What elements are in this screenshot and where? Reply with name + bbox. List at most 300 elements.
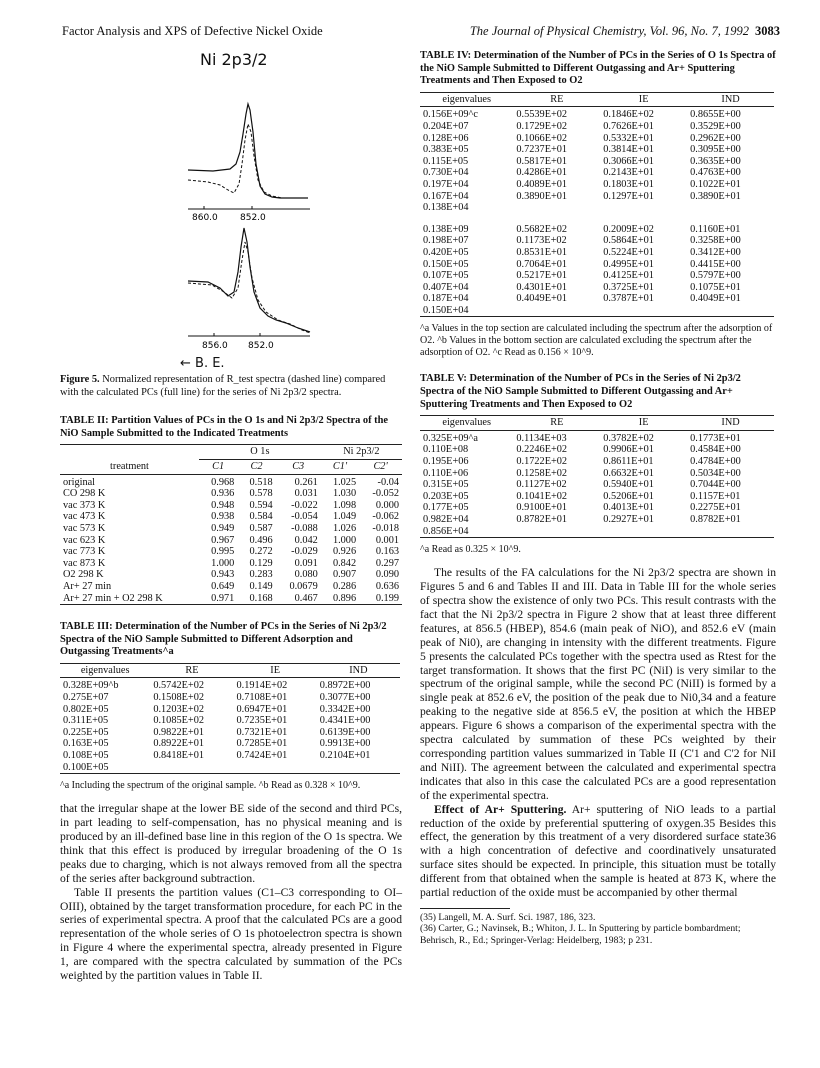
table-4-body <box>420 107 774 317</box>
table-5-row <box>420 514 774 526</box>
table-cell: 0.4784E+00 <box>690 456 741 468</box>
table-4-row <box>420 107 774 121</box>
table-cell: 0.6947E+01 <box>236 703 288 715</box>
table-cell: 0.7626E+01 <box>603 120 654 132</box>
table-cell: 0.995 <box>211 546 235 558</box>
table-cell: 0.3066E+01 <box>603 155 654 167</box>
bottom-panel-rtest-curve <box>188 242 310 333</box>
table-4-row <box>420 270 774 282</box>
table-2-group-ni: Ni 2p3/2 <box>321 445 402 460</box>
table-cell: 0.2009E+02 <box>603 223 654 235</box>
table-cell: 0.4341E+00 <box>319 715 371 727</box>
table-2-header: C2 <box>250 460 263 472</box>
table-cell: 0.100E+05 <box>63 761 109 773</box>
table-cell: 0.129 <box>249 557 273 569</box>
table-cell: 0.926 <box>332 546 357 558</box>
table-cell: 0.163E+05 <box>63 738 109 750</box>
table-cell: 0.4049E+01 <box>516 293 568 305</box>
table-5-header: IE <box>638 417 649 429</box>
table-cell: 0.1803E+01 <box>603 178 654 190</box>
table-cell: 0.3890E+01 <box>516 190 568 202</box>
table-5-header: RE <box>550 417 564 429</box>
table-cell: 0.1075E+01 <box>690 281 741 293</box>
table-cell: 0.8611E+01 <box>603 456 654 468</box>
table-4-row <box>420 202 774 214</box>
table-2-row <box>60 488 402 500</box>
table-cell: 0.1508E+02 <box>153 692 205 704</box>
table-cell: 0.907 <box>332 569 357 581</box>
table-5-caption: TABLE V: Determination of the Number of PCs in the Series of Ni 2p3/2 Spectra of the NiO Sample Submitted to Different Outgassing and Ar+ Sputtering Treatments and Then Exposed to O2 <box>420 373 741 410</box>
table-2-row <box>60 474 402 488</box>
figure-title: Ni 2p3/2 <box>200 50 268 69</box>
table-cell: 0.325E+09^a <box>423 432 478 444</box>
table-2-header: C2' <box>373 460 388 472</box>
table-cell: 0.4049E+01 <box>690 293 741 305</box>
section-heading: Effect of Ar+ Sputtering. <box>434 802 567 816</box>
table-cell: -0.04 <box>377 476 399 488</box>
table-cell: 0.4013E+01 <box>603 502 654 514</box>
table-cell: 0.3412E+00 <box>690 246 741 258</box>
table-cell: 0.4415E+00 <box>690 258 741 270</box>
table-cell: 0.936 <box>211 488 235 500</box>
table-cell: 0.150E+05 <box>423 258 469 270</box>
table-3-row <box>60 762 400 774</box>
table-cell: 0.168 <box>249 592 273 604</box>
table-cell: 0.275E+07 <box>63 692 109 704</box>
right-paragraph-2 <box>420 803 776 900</box>
table-cell: 0.587 <box>249 522 273 534</box>
table-cell: 0.4301E+01 <box>516 281 568 293</box>
table-3-header: RE <box>185 664 199 676</box>
top-tick-label-left: 860.0 <box>192 213 218 223</box>
table-cell: Ar+ 27 min <box>63 580 112 592</box>
table-5-row <box>420 479 774 491</box>
left-paragraph-2: Table II presents the partition values (C1–C3 corresponding to OI–OIII), obtained by the target transformation procedure, for each PC in the series of experimental spectra. A proof that the calculated PCs are a good representation of the whole series of O 1s photoelectron spectra is shown in Figure 4 where the experimental spectra, already presented in Figure 1, are compared with the spectra calculated by summation of the PCs weighted by the partition values in Table II. <box>60 885 402 983</box>
table-4 <box>420 92 774 318</box>
table-cell: 0.636 <box>375 580 399 592</box>
table-cell: 0.949 <box>211 522 235 534</box>
table-cell: 0.3258E+00 <box>690 235 741 247</box>
table-cell: 0.9822E+01 <box>153 726 205 738</box>
binding-energy-label: ← B. E. <box>180 356 225 371</box>
table-3-row <box>60 738 400 750</box>
table-cell: 1.049 <box>332 511 357 523</box>
table-cell: 0.315E+05 <box>423 479 469 491</box>
table-cell: 0.5797E+00 <box>690 270 741 282</box>
table-cell: 0.496 <box>249 534 273 546</box>
table-cell: 0.150E+04 <box>423 304 469 316</box>
table-5-row <box>420 444 774 456</box>
table-cell: 1.000 <box>332 534 357 546</box>
table-5-footnote: ^a Read as 0.325 × 10^9. <box>420 544 521 556</box>
table-cell: original <box>63 476 96 488</box>
table-cell: 0.3787E+01 <box>603 293 654 305</box>
table-cell: 0.3890E+01 <box>690 190 741 202</box>
table-3-row <box>60 704 400 716</box>
table-4-section-gap <box>420 214 774 222</box>
table-4-row <box>420 179 774 191</box>
table-cell: 0.138E+09 <box>423 223 469 235</box>
table-cell: 0.4584E+00 <box>690 444 741 456</box>
table-5-row <box>420 430 774 444</box>
table-cell: 0.5864E+01 <box>603 235 654 247</box>
table-cell: 0.8531E+01 <box>516 246 568 258</box>
table-cell: 0.4286E+01 <box>516 167 568 179</box>
table-cell: 0.8922E+01 <box>153 738 205 750</box>
running-header-left: Factor Analysis and XPS of Defective Nickel Oxide <box>62 24 323 38</box>
table-cell: 0.1729E+02 <box>516 120 568 132</box>
table-cell: 0.225E+05 <box>63 726 109 738</box>
table-cell: 0.9913E+00 <box>319 738 371 750</box>
table-cell: 0.7237E+01 <box>516 144 568 156</box>
table-cell: vac 773 K <box>63 546 106 558</box>
table-cell: 0.5332E+01 <box>603 132 654 144</box>
figure-5-caption-label: Figure 5. <box>60 374 100 385</box>
table-cell: 0.3342E+00 <box>319 703 371 715</box>
table-cell: 0.1258E+02 <box>516 467 568 479</box>
table-cell: CO 298 K <box>63 488 106 500</box>
table-cell: 0.2104E+01 <box>319 750 371 762</box>
table-5-row <box>420 468 774 480</box>
table-2-header: C1 <box>212 460 225 472</box>
table-cell: 0.2962E+00 <box>690 132 741 144</box>
table-cell: 0.4763E+00 <box>690 167 741 179</box>
table-cell: 0.7235E+01 <box>236 715 288 727</box>
table-cell: 0.272 <box>249 546 273 558</box>
table-cell: 0.080 <box>294 569 318 581</box>
table-4-row <box>420 121 774 133</box>
right-column <box>420 50 776 946</box>
table-cell: 0.187E+04 <box>423 293 469 305</box>
table-cell: 0.3725E+01 <box>603 281 654 293</box>
table-cell: 0.1022E+01 <box>690 178 741 190</box>
footnote-rule <box>420 908 510 909</box>
table-3-row <box>60 727 400 739</box>
table-5 <box>420 415 774 538</box>
table-cell: 0.518 <box>249 476 273 488</box>
table-cell: 0.6139E+00 <box>319 726 371 738</box>
table-cell: 0.8972E+00 <box>319 680 371 692</box>
table-cell: 0.110E+08 <box>423 444 469 456</box>
table-2-header: C3 <box>292 460 305 472</box>
bottom-tick-label-left: 856.0 <box>202 341 228 351</box>
table-cell: 0.1722E+02 <box>516 456 568 468</box>
table-cell <box>234 762 317 774</box>
table-cell: 0.7044E+00 <box>690 479 741 491</box>
table-cell: 1.000 <box>211 557 235 569</box>
table-cell: 0.8655E+00 <box>690 109 741 121</box>
table-cell: 0.090 <box>375 569 399 581</box>
table-cell: 0.7064E+01 <box>516 258 568 270</box>
table-5-header: IND <box>721 417 740 429</box>
bottom-tick-label-right: 852.0 <box>248 341 274 351</box>
table-cell: 0.1134E+03 <box>516 432 567 444</box>
table-cell: 0.042 <box>294 534 318 546</box>
table-cell: 0.1160E+01 <box>690 223 741 235</box>
table-cell: 0.1157E+01 <box>690 490 741 502</box>
table-cell: 0.1914E+02 <box>236 680 288 692</box>
table-cell <box>513 526 600 538</box>
table-2-row <box>60 581 402 593</box>
table-cell <box>513 202 600 214</box>
table-2-row <box>60 535 402 547</box>
table-cell: 0.3077E+00 <box>319 692 371 704</box>
table-cell: 0.5817E+01 <box>516 155 568 167</box>
table-cell: 0.467 <box>294 592 318 604</box>
table-cell: 0.407E+04 <box>423 281 469 293</box>
table-2-row <box>60 500 402 512</box>
table-cell: 0.297 <box>375 557 399 569</box>
table-cell: 0.198E+07 <box>423 235 469 247</box>
table-4-row <box>420 235 774 247</box>
table-4-row <box>420 247 774 259</box>
table-cell: vac 873 K <box>63 557 106 569</box>
table-cell: -0.052 <box>372 488 399 500</box>
table-cell: 0.5682E+02 <box>516 223 568 235</box>
table-cell: 0.3095E+00 <box>690 144 741 156</box>
table-4-row <box>420 167 774 179</box>
table-3-header: IE <box>270 664 280 676</box>
table-3-row <box>60 692 400 704</box>
table-cell: 0.9906E+01 <box>603 444 654 456</box>
top-panel-rtest-curve <box>188 124 308 198</box>
table-cell: 0.578 <box>249 488 273 500</box>
table-cell: 0.156E+09^c <box>423 109 478 121</box>
table-cell <box>150 762 233 774</box>
table-3-header: eigenvalues <box>80 664 130 676</box>
table-cell: 0.1041E+02 <box>516 490 568 502</box>
page-number: 3083 <box>755 24 780 38</box>
table-cell: 0.948 <box>211 499 235 511</box>
table-cell: 0.5539E+02 <box>516 109 568 121</box>
table-cell: vac 573 K <box>63 522 106 534</box>
table-cell: 0.195E+06 <box>423 456 469 468</box>
table-cell: 0.1066E+02 <box>516 132 568 144</box>
table-cell: -0.062 <box>372 511 399 523</box>
table-cell: 0.2143E+01 <box>603 167 654 179</box>
table-2-body <box>60 474 402 605</box>
table-3-row <box>60 678 400 692</box>
table-cell: 0.967 <box>211 534 235 546</box>
table-5-header: eigenvalues <box>442 417 491 429</box>
table-5-row <box>420 526 774 538</box>
table-cell: 0.4995E+01 <box>603 258 654 270</box>
table-cell: vac 373 K <box>63 499 106 511</box>
table-cell: 0.730E+04 <box>423 167 469 179</box>
table-4-header: IE <box>638 93 649 105</box>
top-panel-pc-curve <box>188 104 308 198</box>
table-cell <box>600 305 687 317</box>
table-3-footnote: ^a Including the spectrum of the original sample. ^b Read as 0.328 × 10^9. <box>60 780 361 792</box>
table-cell: 0.167E+04 <box>423 190 469 202</box>
table-cell <box>687 305 774 317</box>
table-cell: 0.1127E+02 <box>516 479 567 491</box>
left-paragraph-1: that the irregular shape at the lower BE side of the second and third PCs, in part leading to self-compensation, has no physical meaning and is produced by an ill-defined base line in this region of the O 1s spectra. We think that this effect is produced by irregular broadening of the O 1s peaks due to charging, which is not always removed from all the spectra of the series after background subtraction. <box>60 802 402 885</box>
table-cell: vac 473 K <box>63 511 106 523</box>
table-cell: 0.8418E+01 <box>153 750 205 762</box>
table-cell: Ar+ 27 min + O2 298 K <box>63 592 163 604</box>
table-cell: 0.5206E+01 <box>603 490 654 502</box>
table-cell: 0.4089E+01 <box>516 178 568 190</box>
table-cell: 0.1846E+02 <box>603 109 654 121</box>
table-cell: 0.9100E+01 <box>516 502 568 514</box>
table-cell: 0.000 <box>375 499 399 511</box>
table-cell: 0.1173E+02 <box>516 235 567 247</box>
table-cell: 0.7424E+01 <box>236 750 288 762</box>
table-cell: 1.030 <box>332 488 357 500</box>
table-cell: 0.199 <box>375 592 399 604</box>
table-cell: 0.311E+05 <box>63 715 109 727</box>
table-cell: 0.3814E+01 <box>603 144 654 156</box>
table-cell: 0.3635E+00 <box>690 155 741 167</box>
table-cell <box>687 526 774 538</box>
figure-5-caption-text: Normalized representation of R_test spectra (dashed line) compared with the calculated PCs (full line) for the series of Ni 2p3/2 spectra. <box>60 374 386 398</box>
table-2-row <box>60 558 402 570</box>
table-3-row <box>60 715 400 727</box>
table-3-header: IND <box>349 664 368 676</box>
right-paragraph-1: The results of the FA calculations for the Ni 2p3/2 spectra are shown in Figures 5 and 6 and Tables II and III. Data in Table III for the whole series of spectra show the existence of only two PCs. This result contrasts with the fact that the Ni 2p3/2 spectra in Figure 2 show that at least three different features, at 856.5 (HBEP), 854.6 (main peak of NiO), and 852.6 eV (main peak of Ni0), are changing in intensity with the different treatments. Figure 5 presents the calculated PCs together with the spectra used as Rtest for the target transformation. It shows that the first PC (NiI) is very similar to the spectrum of the original sample, while the second PC (NiII) is formed by a single peak at 852.6 eV, the position of the peak due to Ni0,34 and a feature peaking to the negative side at 856.5 eV, the position at which the HBEP appears. Figure 6 shows a comparison of the experimental spectra with the spectra calculated by summation of these PCs weighted by their corresponding partition values summarized in Table II (C'1 and C'2 for NiI and NiII). The agreement between the calculated and experimental spectra indicates that also in this case the calculated PCs are a good representation of the experimental spectra. <box>420 566 776 802</box>
table-cell <box>513 305 600 317</box>
table-cell: 0.177E+05 <box>423 502 469 514</box>
table-cell: O2 298 K <box>63 569 104 581</box>
table-cell: 0.149 <box>249 580 273 592</box>
table-4-row <box>420 156 774 168</box>
table-4-row <box>420 293 774 305</box>
table-cell: -0.088 <box>291 522 318 534</box>
table-cell: 0.584 <box>249 511 273 523</box>
table-2-row <box>60 511 402 523</box>
figure-5-plot <box>168 52 338 392</box>
table-2-row <box>60 523 402 535</box>
table-cell <box>600 202 687 214</box>
figure-5-caption <box>60 374 402 399</box>
table-4-row <box>420 144 774 156</box>
table-5-row <box>420 491 774 503</box>
journal-citation: The Journal of Physical Chemistry, Vol. 96, No. 7, 1992 <box>469 24 749 38</box>
table-cell: 0.802E+05 <box>63 703 109 715</box>
table-cell: 1.026 <box>332 522 357 534</box>
table-2-caption: TABLE II: Partition Values of PCs in the O 1s and Ni 2p3/2 Spectra of the NiO Sample Submitted to the Indicated Treatments <box>60 415 389 439</box>
top-tick-label-right: 852.0 <box>240 213 266 223</box>
table-cell: 0.896 <box>332 592 357 604</box>
bottom-panel-pc-curve <box>188 228 310 332</box>
table-cell: 0.1773E+01 <box>690 432 741 444</box>
table-cell: 0.8782E+01 <box>516 514 568 525</box>
table-cell: 0.383E+05 <box>423 144 469 156</box>
table-cell: 0.420E+05 <box>423 246 469 258</box>
table-cell: 0.938 <box>211 511 235 523</box>
table-cell: 0.197E+04 <box>423 178 469 190</box>
table-5-row <box>420 502 774 514</box>
table-cell: 0.7321E+01 <box>236 726 288 738</box>
table-cell: 0.1297E+01 <box>603 190 654 202</box>
table-cell: 0.3529E+00 <box>690 120 741 132</box>
table-5-row <box>420 456 774 468</box>
table-cell: 0.971 <box>211 592 235 604</box>
table-cell: 0.6632E+01 <box>603 467 654 479</box>
table-cell: 0.982E+04 <box>423 514 469 525</box>
table-2-row <box>60 569 402 581</box>
table-cell: 0.7108E+01 <box>236 692 288 704</box>
table-4-header: eigenvalues <box>442 93 491 105</box>
table-cell: 0.8782E+01 <box>690 514 741 525</box>
table-4-row <box>420 222 774 236</box>
table-cell: 0.5217E+01 <box>516 270 568 282</box>
table-2-row <box>60 546 402 558</box>
table-cell: 0.1203E+02 <box>153 703 205 715</box>
table-cell: 1.098 <box>332 499 357 511</box>
table-cell <box>317 762 400 774</box>
table-4-row <box>420 305 774 317</box>
reference-36: (36) Carter, G.; Navinsek, B.; Whiton, J. L. In Sputtering by particle bombardment; Behrisch, R., Ed.; Springer-Verlag: Heidelberg, 1983; p 231. <box>420 923 741 946</box>
table-cell <box>687 202 774 214</box>
reference-35: (35) Langell, M. A. Surf. Sci. 1987, 186, 323. <box>420 911 596 923</box>
table-4-caption: TABLE IV: Determination of the Number of PCs in the Series of O 1s Spectra of the NiO Sample Submitted to Different Outgassing and Ar+ Sputtering Treatments and Then Exposed to O2 <box>420 50 776 87</box>
table-2-header-treatment: treatment <box>110 460 149 472</box>
table-cell: 0.842 <box>332 557 357 569</box>
right-paragraph-2-text: Ar+ sputtering of NiO leads to a partial reduction of the oxide by preferential sputtering of oxygen.35 Besides this effect, the generation by this treatment of a very disordered surface state36 with a high concentration of defective and coordinatively unsaturated surface sites should be expected. In principle, this situation must be totally different from that obtained when the sample is heated at 873 K, where the partial reduction of the oxide must be accompanied by other thermal <box>420 802 776 900</box>
table-cell: 0.856E+04 <box>423 525 469 537</box>
table-cell: -0.018 <box>372 522 399 534</box>
table-cell: vac 623 K <box>63 534 106 546</box>
table-cell: 0.128E+06 <box>423 132 469 144</box>
table-cell: -0.022 <box>291 499 318 511</box>
table-3 <box>60 663 400 774</box>
table-cell: 0.5940E+01 <box>603 479 654 491</box>
table-cell: 0.204E+07 <box>423 120 469 132</box>
left-column <box>60 374 402 983</box>
table-4-row <box>420 282 774 294</box>
table-cell: 0.968 <box>211 476 235 488</box>
table-3-body <box>60 678 400 774</box>
table-4-row <box>420 259 774 271</box>
table-cell <box>600 526 687 538</box>
table-4-header: RE <box>550 93 564 105</box>
table-3-row <box>60 750 400 762</box>
table-cell: 0.108E+05 <box>63 750 109 762</box>
table-cell: 0.2246E+02 <box>516 444 568 456</box>
table-cell: 0.1085E+02 <box>153 715 205 727</box>
table-4-row <box>420 191 774 203</box>
table-cell: 0.2275E+01 <box>690 502 741 514</box>
table-cell: 0.3782E+02 <box>603 432 654 444</box>
table-2 <box>60 444 402 605</box>
table-cell: 0.594 <box>249 499 273 511</box>
table-cell: 0.649 <box>211 580 235 592</box>
table-cell: 0.4125E+01 <box>603 270 654 282</box>
table-cell: 0.163 <box>375 546 399 558</box>
table-cell: 0.031 <box>294 488 318 500</box>
table-3-caption: TABLE III: Determination of the Number of PCs in the Series of Ni 2p3/2 Spectra of the NiO Sample Submitted to Different Adsorption and Outgassing Treatments^a <box>60 621 387 658</box>
table-cell: 0.138E+04 <box>423 202 469 214</box>
table-cell: 0.001 <box>375 534 399 546</box>
table-2-group-o1s: O 1s <box>199 445 321 460</box>
table-cell: 0.7285E+01 <box>236 738 288 750</box>
table-cell: 0.5742E+02 <box>153 680 205 692</box>
table-5-body <box>420 430 774 537</box>
table-cell: 0.110E+06 <box>423 467 469 479</box>
table-cell: 0.2927E+01 <box>603 514 654 525</box>
table-cell: 1.025 <box>332 476 357 488</box>
table-cell: 0.283 <box>249 569 273 581</box>
table-cell: 0.261 <box>294 476 318 488</box>
table-cell: 0.328E+09^b <box>63 680 119 692</box>
table-cell: -0.029 <box>291 546 318 558</box>
table-4-row <box>420 133 774 145</box>
table-cell: 0.943 <box>211 569 235 581</box>
table-2-header: C1' <box>332 460 348 472</box>
table-cell: 0.0679 <box>289 580 318 592</box>
